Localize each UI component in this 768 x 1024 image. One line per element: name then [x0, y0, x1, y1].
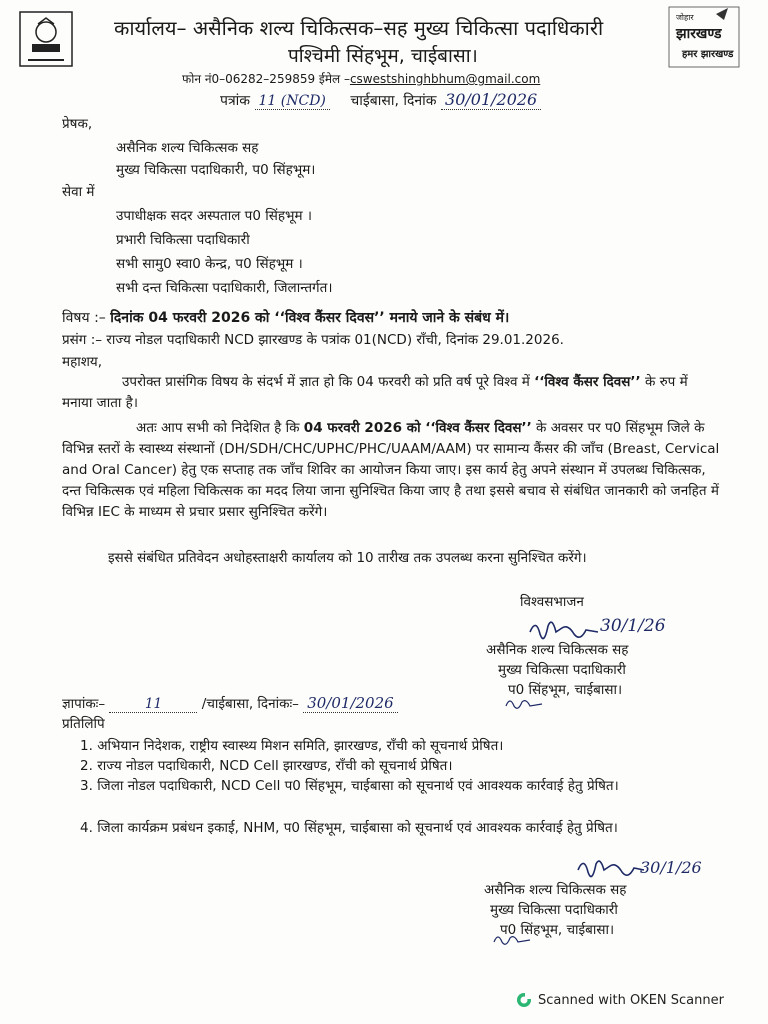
place-date-label: चाईबासा, दिनांक — [350, 93, 437, 109]
reference-line — [220, 90, 541, 110]
copy-item-2-text: राज्य नोडल पदाधिकारी, NCD Cell झारखण्ड, राँची को सूचनार्थ प्रेषित। — [97, 758, 453, 774]
salutation: महाशय, — [62, 354, 103, 370]
signature-2-line-3: प0 सिंहभूम, चाईबासा। — [500, 922, 615, 938]
p2-part2: के अवसर पर प0 सिंहभूम जिले के विभिन्न स्तरों के स्वास्थ्य संस्थानों (DH/SDH/CHC/UPHC/PHC/UAAM/AAM) पर सामान्य कैंसर की जाँच (Breast, Cervical and Oral Cancer) हेतु एक सप्ताह तक जाँच शिविर का आयोजन किया जाए। इस कार्य हेतु अपने संस्थान में उपलब्ध चिकित्सक, दन्त चिकित्सक एवं महिला चिकित्सक का मदद लिया जाना सुनिश्चित किया जाए है तथा इससे बचाव से संबंधित जानकारी को जनहित में विभिन्न IEC के माध्यम से प्रचार प्रसार सुनिश्चित करेंगे। — [62, 420, 720, 520]
signature-1-line-2: मुख्य चिकित्सा पदाधिकारी — [498, 662, 626, 678]
recipient-line-2: प्रभारी चिकित्सा पदाधिकारी — [116, 232, 250, 248]
sender-line-2: मुख्य चिकित्सा पदाधिकारी, प0 सिंहभूम। — [116, 162, 316, 178]
p2-bold: 04 फरवरी 2026 को ‘‘विश्व कैंसर दिवस’’ — [303, 420, 532, 436]
copy-item-1 — [80, 736, 720, 756]
signature-2-line-2: मुख्य चिकित्सा पदाधिकारी — [490, 902, 618, 918]
initials-2-icon — [490, 930, 534, 950]
context-text: राज्य नोडल पदाधिकारी NCD झारखण्ड के पत्रांक 01(NCD) राँची, दिनांक 29.01.2026. — [106, 332, 564, 348]
scanner-watermark — [516, 992, 724, 1008]
p1-bold: ‘‘विश्व कैंसर दिवस’’ — [534, 374, 641, 390]
jharkhand-logo — [668, 6, 740, 68]
office-location: पश्चिमी सिंहभूम, चाईबासा। — [288, 45, 478, 67]
copy-ref-date: 30/01/2026 — [303, 694, 397, 713]
copy-item-2-num: 2. — [80, 758, 93, 774]
copy-item-2 — [80, 756, 720, 776]
copy-reference — [62, 694, 398, 713]
recipient-line-4: सभी दन्त चिकित्सा पदाधिकारी, जिलान्तर्गत। — [116, 280, 333, 296]
oken-scanner-icon — [516, 992, 532, 1008]
body-paragraph-2 — [62, 418, 722, 523]
initials-1-icon — [502, 694, 546, 714]
subject-text: दिनांक 04 फरवरी 2026 को ‘‘विश्व कैंसर दिवस’’ मनाये जाने के संबंध में। — [110, 310, 510, 326]
copy-item-4-num: 4. — [80, 820, 93, 836]
context-line — [62, 330, 564, 348]
recipient-line-1: उपाधीक्षक सदर अस्पताल प0 सिंहभूम । — [116, 208, 312, 224]
signature-2-date: 30/1/26 — [640, 858, 702, 877]
copy-item-3-text: जिला नोडल पदाधिकारी, NCD Cell प0 सिंहभूम, चाईबासा को सूचनार्थ एवं आवश्यक कार्रवाई हेतु प्रेषित। — [97, 778, 619, 794]
copy-item-4 — [80, 818, 720, 838]
closing: विश्वसभाजन — [520, 594, 584, 610]
scanner-text: Scanned with OKEN Scanner — [538, 992, 724, 1008]
signature-1-line-1: असैनिक शल्य चिकित्सक सह — [486, 642, 629, 658]
copy-to-label: प्रतिलिपि — [62, 716, 105, 732]
p1-part1: उपरोक्त प्रासंगिक विषय के संदर्भ में ज्ञात हो कि 04 फरवरी को प्रति वर्ष पूरे विश्व में — [122, 374, 530, 390]
copy-ref-label: ज्ञापांकः– — [62, 696, 106, 712]
copy-ref-number: 11 — [109, 696, 197, 713]
office-contact — [182, 70, 540, 87]
patrank-value: 11 (NCD) — [255, 93, 330, 110]
recipient-line-3: सभी सामु0 स्वा0 केन्द्र, प0 सिंहभूम । — [116, 256, 303, 272]
signature-2-line-1: असैनिक शल्य चिकित्सक सह — [484, 882, 627, 898]
body-paragraph-3: इससे संबंधित प्रतिवेदन अधोहस्ताक्षरी कार्यालय को 10 तारीख तक उपलब्ध करना सुनिश्चित करेंगे। — [108, 550, 587, 566]
state-emblem-icon — [18, 10, 74, 68]
context-label: प्रसंग :– — [62, 332, 102, 348]
copy-item-4-text: जिला कार्यक्रम प्रबंधन इकाई, NHM, प0 सिंहभूम, चाईबासा को सूचनार्थ एवं आवश्यक कार्रवाई हेतु प्रेषित। — [97, 820, 618, 836]
p1-part2: के रुप में मनाया जाता है। — [62, 374, 688, 411]
subject-label: विषय :– — [62, 310, 106, 326]
copy-ref-place-date: /चाईबासा, दिनांकः– — [201, 696, 299, 712]
signature-1-line-3: प0 सिंहभूम, चाईबासा। — [508, 682, 623, 698]
copy-item-3 — [80, 776, 720, 796]
logo-text-3: हमर झारखण्ड — [682, 49, 734, 60]
logo-text-2: झारखण्ड — [676, 26, 722, 42]
recipients-label: सेवा में — [62, 184, 95, 200]
office-title: कार्यालय– असैनिक शल्य चिकित्सक–सह मुख्य चिकित्सा पदाधिकारी — [114, 16, 604, 40]
logo-text-1: जोहार — [676, 13, 694, 22]
signature-1-date: 30/1/26 — [600, 616, 666, 636]
patrank-label: पत्रांक — [220, 93, 251, 109]
office-email: cswestshinghbhum@gmail.com — [349, 72, 541, 86]
sender-label: प्रेषक, — [62, 116, 93, 132]
copy-item-1-num: 1. — [80, 738, 93, 754]
p2-part1: अतः आप सभी को निदेशित है कि — [136, 420, 300, 436]
letter-date: 30/01/2026 — [441, 90, 541, 110]
sender-line-1: असैनिक शल्य चिकित्सक सह — [116, 140, 259, 156]
subject-line — [62, 308, 509, 327]
copy-item-1-text: अभियान निदेशक, राष्ट्रीय स्वास्थ्य मिशन समिति, झारखण्ड, राँची को सूचनार्थ प्रेषित। — [97, 738, 504, 754]
body-paragraph-1 — [62, 372, 722, 414]
copy-item-3-num: 3. — [80, 778, 93, 794]
contact-prefix: फोन नं0–06282–259859 ईमेल – — [182, 72, 350, 86]
